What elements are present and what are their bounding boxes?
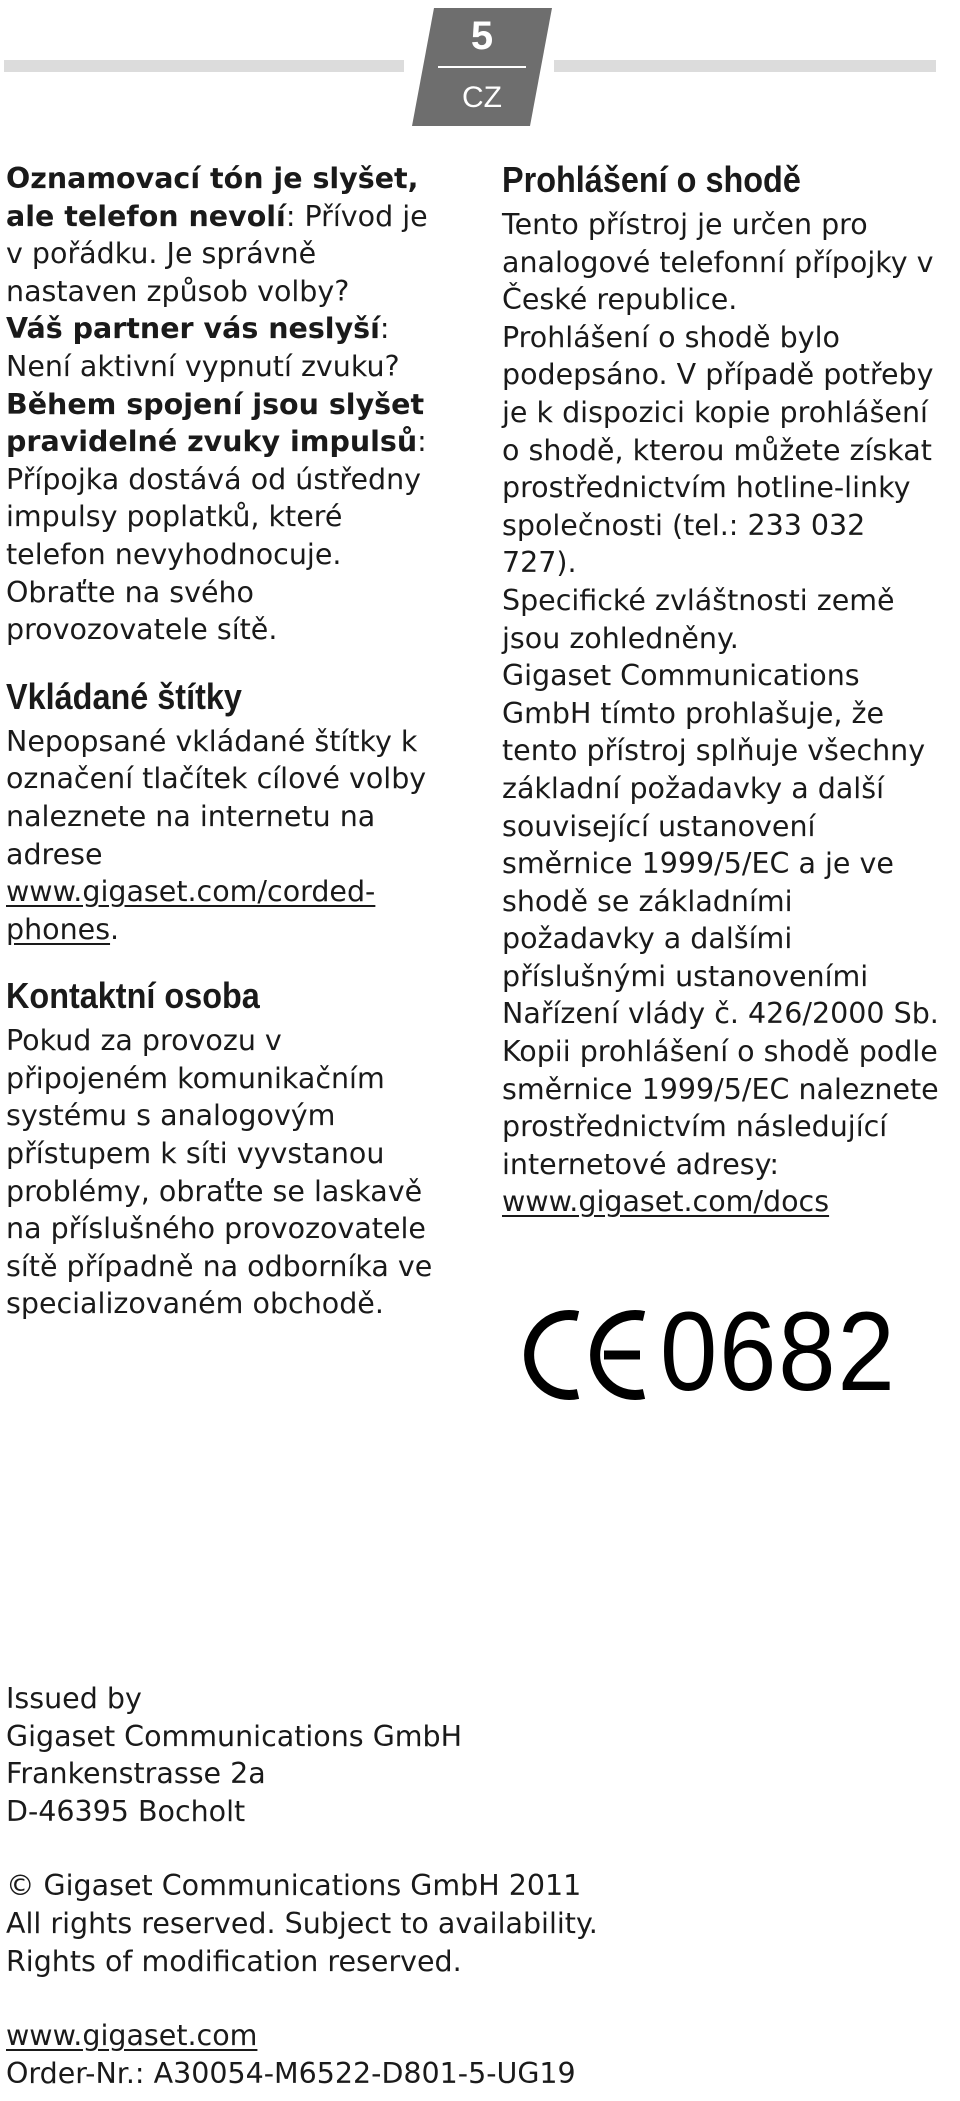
copyright: © Gigaset Communications GmbH 2011 xyxy=(6,1869,582,1903)
order-number: Order-Nr.: A30054-M6522-D801-5-UG19 xyxy=(6,2056,576,2090)
troubleshooting-label-2: Váš partner vás neslyší xyxy=(6,312,380,346)
issuer-company: Gigaset Communications GmbH xyxy=(6,1719,463,1753)
page-tab-divider xyxy=(438,66,526,68)
header-bar-left xyxy=(4,60,404,72)
troubleshooting-item-1 xyxy=(6,160,446,310)
conformity-paragraph-2: Prohlášení o shodě bylo podepsáno. V případě potřeby je k dispozici kopie prohlášení o shodě, kterou můžete získat prostřednictvím hotline-linky společnosti (tel.: 233 032 727). xyxy=(502,320,934,580)
modification-reserved: Rights of modification reserved. xyxy=(6,1944,462,1978)
troubleshooting-item-2 xyxy=(6,310,446,385)
issuer-block xyxy=(6,1680,906,1830)
website-link[interactable]: www.gigaset.com xyxy=(6,2019,258,2053)
right-column xyxy=(502,160,942,1221)
ce-mark xyxy=(516,1289,956,1414)
page-tab xyxy=(412,8,552,126)
footer xyxy=(6,1680,906,2092)
contact-text: Pokud za provozu v připojeném komunikačním systému s analogovým přístupem k síti vyvstanou problémy, obraťte se laskavě na příslušného provozovatele sítě případně na odborníka ve specializovaném obchodě. xyxy=(6,1024,433,1321)
troubleshooting-text-2: : Není aktivní vypnutí zvuku? xyxy=(6,312,400,383)
ce-number: 0682 xyxy=(660,1289,897,1414)
page-language: CZ xyxy=(462,81,502,114)
labels-end: . xyxy=(110,912,120,946)
conformity-paragraph-5: Kopii prohlášení o shodě podle směrnice 1999/5/EC naleznete prostřednictvím následující internetové adresy: xyxy=(502,1035,939,1181)
docs-link-row xyxy=(502,1183,942,1221)
header-bar-right xyxy=(554,60,936,72)
website-row xyxy=(6,2017,906,2055)
corded-phones-link[interactable]: www.gigaset.com/corded-phones xyxy=(6,875,376,946)
labels-heading: Vkládané štítky xyxy=(6,675,242,717)
troubleshooting-item-3 xyxy=(6,386,446,649)
conformity-paragraph-3: Specifické zvláštnosti země jsou zohledněny. xyxy=(502,583,895,655)
copyright-block xyxy=(6,1867,906,1980)
issued-by: Issued by xyxy=(6,1682,142,1715)
labels-paragraph xyxy=(6,723,446,949)
conformity-paragraph-4: Gigaset Communications GmbH tímto prohlašuje, že tento přístroj splňuje všechny základní požadavky a další související ustanovení směrnice 1999/5/EC a je ve shodě se základními požadavky a dalšími příslušnými ustanoveními Nařízení vlády č. 426/2000 Sb. xyxy=(502,659,939,1031)
issuer-city: D-46395 Bocholt xyxy=(6,1794,246,1828)
troubleshooting-text-3: : Přípojka dostává od ústředny impulsy poplatků, které telefon nevyhodnocuje. Obraťte na svého provozovatele sítě. xyxy=(6,425,427,647)
ce-logo-icon xyxy=(516,1300,656,1410)
labels-text: Nepopsané vkládané štítky k označení tlačítek cílové volby naleznete na internetu na adrese xyxy=(6,724,427,871)
rights-reserved: All rights reserved. Subject to availability. xyxy=(6,1906,598,1940)
troubleshooting-label-1: Oznamovací tón je slyšet, ale telefon nevolí xyxy=(6,162,419,233)
order-block xyxy=(6,2017,906,2092)
troubleshooting-label-3: Během spojení jsou slyšet pravidelné zvuky impulsů xyxy=(6,387,425,459)
page-number: 5 xyxy=(470,14,494,58)
troubleshooting-text-1: : Přívod je v pořádku. Je správně nastaven způsob volby? xyxy=(6,199,428,308)
issuer-street: Frankenstrasse 2a xyxy=(6,1757,266,1791)
conformity-heading: Prohlášení o shodě xyxy=(502,159,801,200)
left-column xyxy=(6,160,446,1323)
contact-heading: Kontaktní osoba xyxy=(6,975,260,1017)
conformity-paragraph-1: Tento přístroj je určen pro analogové telefonní přípojky v České republice. xyxy=(502,208,934,317)
docs-link[interactable]: www.gigaset.com/docs xyxy=(502,1185,830,1219)
